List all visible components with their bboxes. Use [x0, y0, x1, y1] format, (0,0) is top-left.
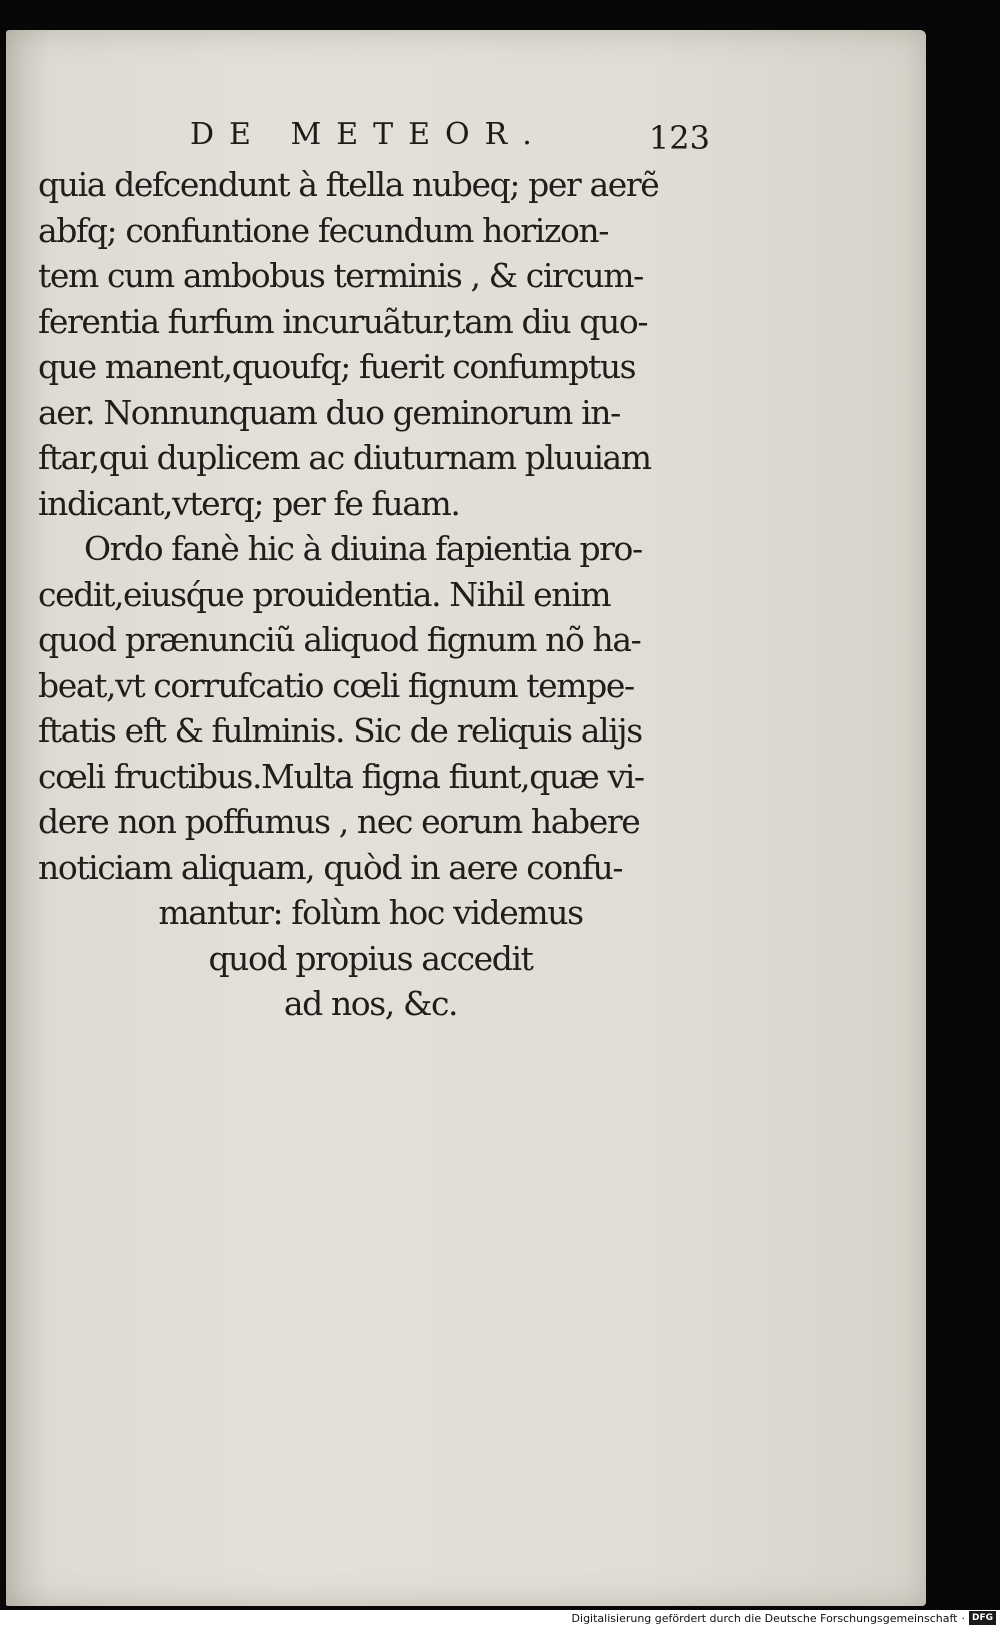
page-number: 123	[648, 119, 710, 157]
text-line: que manent,quoufq; fuerit confumptus	[38, 347, 636, 386]
credit-separator: ·	[961, 1611, 965, 1625]
text-line: cœli fructibus.Multa figna fiunt,quæ vi-	[38, 756, 644, 796]
text-line: abfq; confuntione fecundum horizon-	[38, 210, 609, 250]
text-line: indicant,vterq; per fe fuam.	[38, 483, 460, 523]
credit-text: Digitalisierung gefördert durch die Deutsche Forschungsgemeinschaft	[571, 1611, 958, 1625]
text-line: tem cum ambobus terminis , & circum-	[38, 256, 643, 295]
text-line: quod prænunciũ aliquod fignum nõ ha-	[38, 620, 641, 659]
body-text	[38, 162, 703, 1027]
text-line: ftar,qui duplicem ac diuturnam pluuiam	[38, 438, 651, 477]
text-line: ftatis eft & fulminis. Sic de reliquis alijs	[38, 711, 642, 750]
dfg-logo-icon: DFG	[969, 1611, 996, 1625]
text-line: ferentia furfum incuruãtur,tam diu quo-	[38, 301, 648, 341]
text-line: aer. Nonnunquam duo geminorum in-	[38, 392, 620, 432]
tailpiece-line: ad nos, &c.	[283, 984, 458, 1023]
tailpiece-line: quod propius accedit	[208, 938, 533, 978]
text-line: beat,vt corrufcatio cœli fignum tempe-	[38, 665, 634, 705]
text-line: noticiam aliquam, quòd in aere confu-	[38, 847, 623, 887]
text-line: quia defcendunt à ftella nubeq; per aerẽ	[38, 165, 659, 204]
text-line: cedit,eiusq́ue prouidentia. Nihil enim	[38, 574, 611, 614]
paragraph-start-line: Ordo fanè hic à diuina fapientia pro-	[84, 529, 642, 568]
running-head: DE METEOR.	[190, 117, 547, 152]
digitization-credit	[572, 1610, 996, 1626]
text-line: dere non poffumus , nec eorum habere	[38, 802, 640, 841]
page-header	[180, 115, 710, 167]
tailpiece-line: mantur: folùm hoc videmus	[158, 893, 583, 932]
